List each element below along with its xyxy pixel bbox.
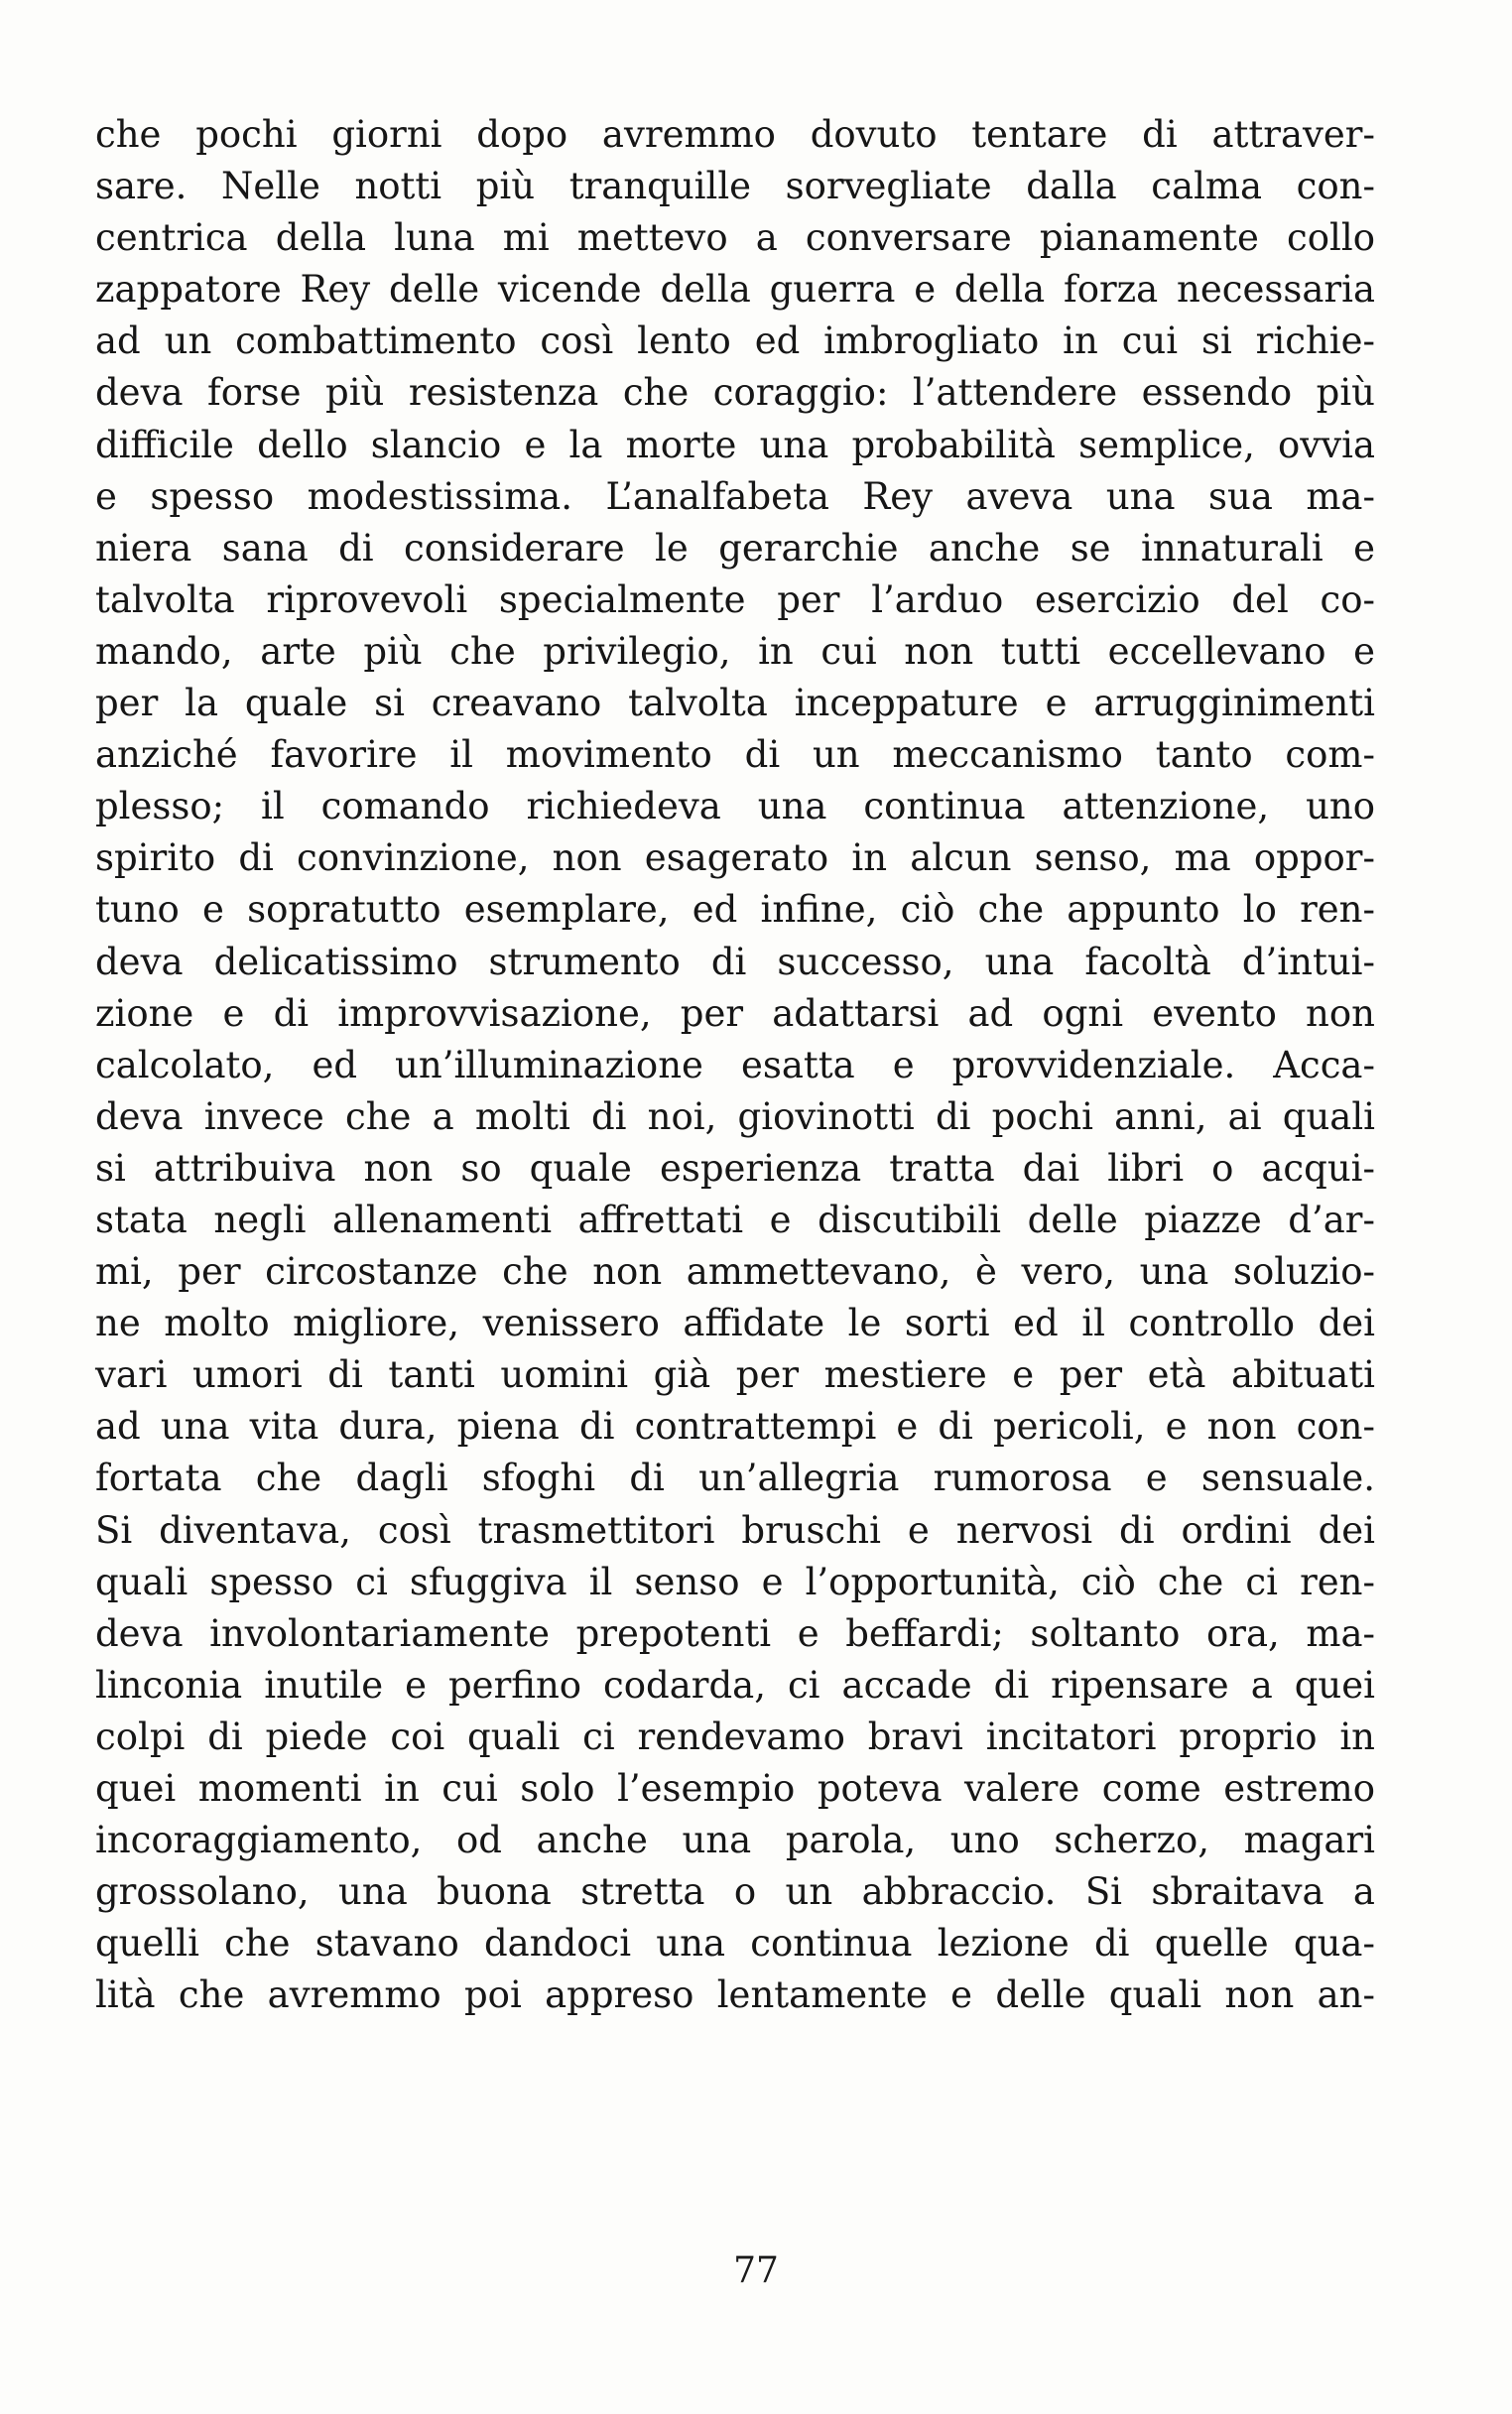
text-line-36: quelli che stavano dandoci una continua lezione di quelle qua- [95, 1922, 1375, 1966]
text-line-15: spirito di convinzione, non esagerato in alcun senso, ma oppor- [95, 836, 1375, 880]
text-line-20: deva invece che a molti di noi, giovinotti di pochi anni, ai quali [95, 1094, 1375, 1138]
text-line-12: per la quale si creavano talvolta inceppature e arrugginimenti [95, 682, 1375, 725]
text-line-14: plesso; il comando richiedeva una continua attenzione, uno [95, 785, 1375, 828]
text-line-6: deva forse più resistenza che coraggio: l’attendere essendo più [95, 371, 1375, 415]
text-line-32: colpi di piede coi quali ci rendevamo bravi incitatori proprio in [95, 1715, 1375, 1758]
text-line-11: mando, arte più che privilegio, in cui non tutti eccellevano e [95, 629, 1375, 673]
text-line-16: tuno e sopratutto esemplare, ed infine, ciò che appunto lo ren- [95, 888, 1375, 932]
text-line-9: niera sana di considerare le gerarchie anche se innaturali e [95, 526, 1375, 570]
text-line-25: vari umori di tanti uomini già per mestiere e per età abituati [95, 1353, 1375, 1397]
text-line-10: talvolta riprovevoli specialmente per l’arduo esercizio del co- [95, 577, 1375, 621]
text-line-28: Si diventava, così trasmettitori bruschi e nervosi di ordini dei [95, 1508, 1375, 1552]
text-line-31: linconia inutile e perfino codarda, ci accade di ripensare a quei [95, 1663, 1375, 1707]
text-line-19: calcolato, ed un’illuminazione esatta e provvidenziale. Acca- [95, 1043, 1375, 1086]
text-line-23: mi, per circostanze che non ammettevano, è vero, una soluzio- [95, 1250, 1375, 1294]
text-line-18: zione e di improvvisazione, per adattarsi ad ogni evento non [95, 991, 1375, 1035]
text-line-37: lità che avremmo poi appreso lentamente e delle quali non an- [95, 1973, 1375, 2017]
text-line-24: ne molto migliore, venissero affidate le sorti ed il controllo dei [95, 1302, 1375, 1345]
page-number: 77 [733, 2250, 779, 2291]
text-line-29: quali spesso ci sfuggiva il senso e l’opportunità, ciò che ci ren- [95, 1560, 1375, 1603]
text-line-8: e spesso modestissima. L’analfabeta Rey aveva una sua ma- [95, 474, 1375, 518]
text-line-13: anziché favorire il movimento di un meccanismo tanto com- [95, 733, 1375, 777]
text-line-5: ad un combattimento così lento ed imbrogliato in cui si richie- [95, 319, 1375, 363]
text-line-17: deva delicatissimo strumento di successo, una facoltà d’intui- [95, 940, 1375, 983]
text-line-7: difficile dello slancio e la morte una probabilità semplice, ovvia [95, 423, 1375, 466]
text-line-4: zappatore Rey delle vicende della guerra e della forza necessaria [95, 268, 1375, 312]
text-line-30: deva involontariamente prepotenti e beffardi; soltanto ora, ma- [95, 1611, 1375, 1655]
text-line-35: grossolano, una buona stretta o un abbraccio. Si sbraitava a [95, 1870, 1375, 1914]
text-line-33: quei momenti in cui solo l’esempio poteva valere come estremo [95, 1767, 1375, 1810]
text-line-2: sare. Nelle notti più tranquille sorvegliate dalla calma con- [95, 165, 1375, 208]
text-line-21: si attribuiva non so quale esperienza tratta dai libri o acqui- [95, 1146, 1375, 1190]
text-line-1: che pochi giorni dopo avremmo dovuto tentare di attraver- [95, 113, 1375, 156]
text-line-3: centrica della luna mi mettevo a conversare pianamente collo [95, 216, 1375, 260]
text-line-26: ad una vita dura, piena di contrattempi e di pericoli, e non con- [95, 1405, 1375, 1449]
text-line-27: fortata che dagli sfoghi di un’allegria rumorosa e sensuale. [95, 1457, 1375, 1500]
text-line-22: stata negli allenamenti affrettati e discutibili delle piazze d’ar- [95, 1198, 1375, 1241]
body-text [95, 109, 1375, 2021]
text-line-34: incoraggiamento, od anche una parola, uno scherzo, magari [95, 1819, 1375, 1862]
